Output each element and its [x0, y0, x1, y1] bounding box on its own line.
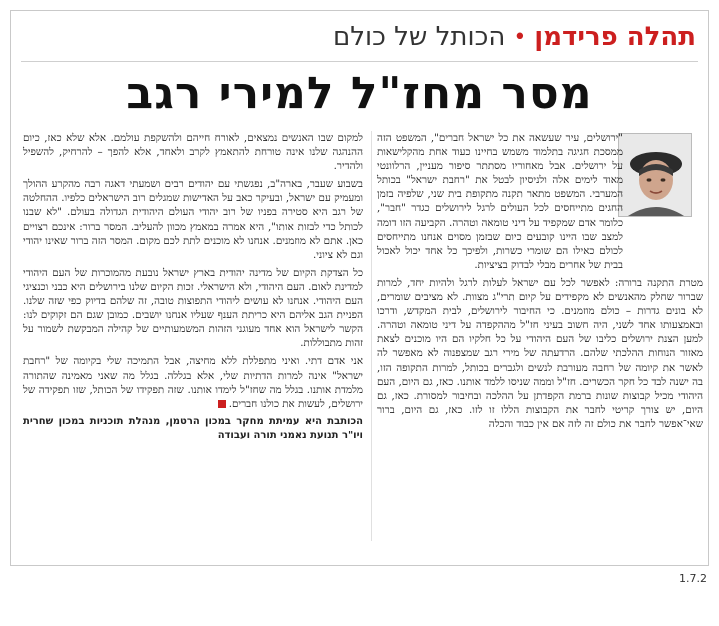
header-separator: • — [513, 24, 527, 50]
clipping-date: 1.7.2 — [679, 572, 707, 585]
end-mark-icon — [218, 400, 226, 408]
column-header — [333, 17, 696, 57]
paragraph: למקום שבו האנשים נמצאים, לאורח חייהם ולהשקפת עולמם. אלא שלא כאז, כיום ההנהגה שלנו אינה טורחת להתאמץ לקרב ולאחד, אלא להפך – להרחיק, להשפיל ולהדיר. — [23, 132, 363, 173]
newspaper-clipping — [10, 10, 709, 566]
article-column-left — [23, 131, 363, 447]
paragraph-text: אני אדם דתי. ואיני מתפללת ללא מחיצה, אבל התמיכה שלי בקיומה של "רחבת ישראל" אינה למרות הדתיות שלי, אלא בגללה. בגלל מה שאני מאמינה שהתורה מלמדת אותנו. בגלל מה שחז"ל לימדו אותנו. שזה תפקידו של הכותל, שזו תפקידה של ירושלים, לעשות את כולנו חברים. — [23, 355, 363, 410]
author-bio: הכותבת היא עמיתת מחקר במכון הרטמן, מנהלת תוכניות במכון שחרית ויו"ר תנועת נאמני תורה ועבודה — [23, 415, 363, 441]
article-headline: מסר מחז"ל למירי רגב — [126, 68, 593, 119]
paragraph: בשבוע שעבר, בארה"ב, נפגשתי עם יהודים רבים ושמעתי דאגה רבה מהקרע ההולך ומעמיק עם ישראל, ובעיקר כאב על האדישות שמגלים רוב הישראלים כלפיו. ההחלטה של רגב היא סטירה בפניו של רוב יהודי העולם היהודית הגדולה בעולם. "לא שבנו לכותל כדי לבזות אותו", היא אמרה במאמץ מכוון להעליב. המסר ברור: אינכם רצויים כאן. אתם לא מוזמנים. אנחנו לא מוכנים לתת לכם מקום. המסר הזה ברור שאינו יהודי וגם לא ציוני. — [23, 178, 363, 261]
column-divider — [371, 131, 372, 541]
paragraph: מטרת התקנה ברורה: לאפשר לכל עם ישראל לעלות לרגל ולהיות יחד, למרות שברור שחלק מהאנשים לא מקפידים על קיום תרי"ג מצוות. לא מציבים שומרים, לא בונים גדרות – כולם מוזמנים. כי החיבור לירושלים, לבית המקדש, ודרכו ובאמצעותו אחד לשני, היה חשוב בעיני חז"ל מההקפדה על דיני טומאה וטהרה. למען הצנת ירושלים כליבו של העם היהודי על כל חלקיו הם היו מוכנים לצאת מאזור הנוחות ההלכתי שלהם. הרדעתה של מירי רגב שמצפנוה לא מאפשר לה לאשר את קיומה של רחבה מעורבת לנשים ולגברים בכותל, למרות התקופה הזו, בה ישנה לבד כל חקר הכשרים. חז"ל וממה שניסו ללמד אותנו. כאז, גם היום, העם היהודי מכיל קבוצות שונות ברמת הקפדתן על ההלכה ובחיבור למסורת. כאז, גם היום, יש צורך קריטי לחבר את הקבוצות הללו זו לזו. כאז, גם היום, ברור שאי־אפשר לחבר את כולם זה לזה אם אין כבוד והכלה — [377, 276, 703, 430]
column-name: הכותל של כולם — [333, 22, 506, 52]
article-column-right — [377, 131, 703, 435]
paragraph: "ירושלים, עיר שעשאה את כל ישראל חברים", המשפט הזה ממסכת חגיגה בתלמוד משמש בחיינו כעוד אחת מהקלישאות על ירושלים. אבל מאחוריו מסתתר סיפור מעניין, הרלוונטי מאוד לימים אלה ולניסיון לבטל את "רחבת ישראל" בכותל המערבי. המשפט מתאר תקנה מתקופת בית שני, שלפיה בזמן החגים מתייחסים לכל העולים לרגל לירושלים כגדר "חבר", כלומר אדם שמקפיד על דיני טומאה וטהרה. הקביעה הזו דומה למצב שבו היינו קובעים כיום שבזמן מסוים אנחנו מתייחסים לכולם כאילו הם שומרי כשרות, ולפיכך כל אחד יכול לאכול בבית של אחרים מבלי לבדוק בציציות. — [377, 132, 623, 271]
paragraph-final — [23, 354, 363, 410]
paragraph: כל הצדקת הקיום של מדינה יהודית בארץ ישראל נובעת מהמוכרות של העם היהודי למדינת לאום. העם היהודי, ולא הישראלי. זכות הקיום שלנו בירושלים היא כבני וכנציגי העם היהודי. אנחנו לא עושים ליהודי התפוצות טובה, זה שלהם בדיוק כפי שזה שלנו. הפניית הגב אליהם היא כריתת הענף שעליו אנחנו יושבים. כמובן שגם הם זקוקים לנו: הקשר לישראל הוא אחד מעוגני הזהות המשמעותיים של קהילה המבקשת לשמור על זהות מתבוללות. — [23, 266, 363, 350]
author-name: תהלה פרידמן — [534, 22, 696, 52]
header-divider — [21, 61, 698, 62]
